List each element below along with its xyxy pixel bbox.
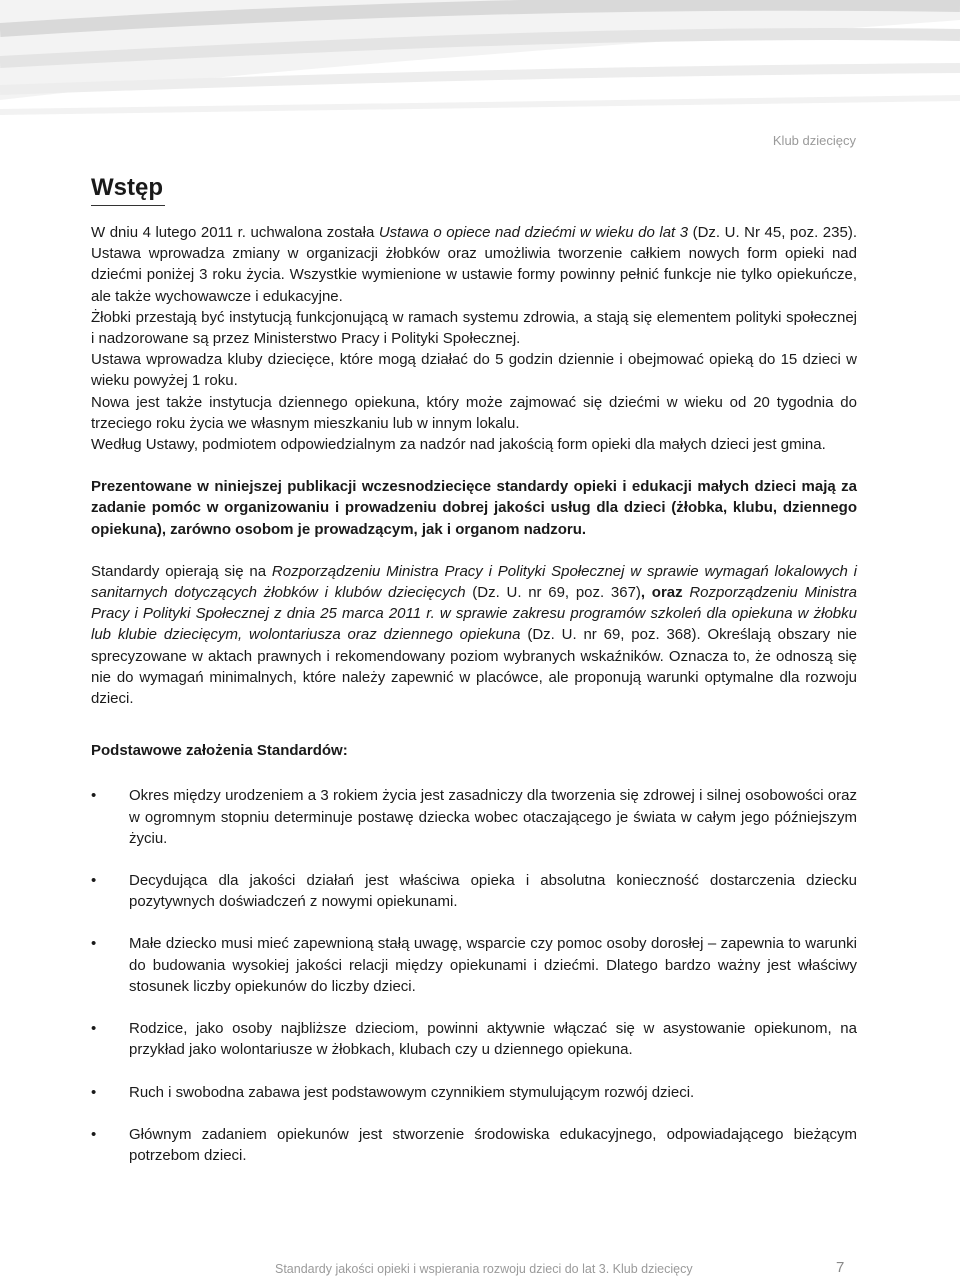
bullet-item <box>91 1124 857 1166</box>
bullet-text: Ruch i swobodna zabawa jest podstawowym czynnikiem stymulującym rozwój dzieci. <box>129 1083 695 1101</box>
bullet-item <box>91 1018 857 1060</box>
intro-paragraph <box>91 307 857 349</box>
header-section-label: Klub dziecięcy <box>772 133 856 148</box>
intro-paragraphs <box>91 222 857 455</box>
bullet-text: Małe dziecko musi mieć zapewnioną stałą uwagę, wsparcie czy pomoc osoby dorosłej – zapewnia to warunki do budowania wysokiej jakości relacji między opiekunami i dziećmi. Dlatego bardzo ważny jest właściwy stosunek liczby opiekunów do liczby dzieci. <box>129 935 857 995</box>
text-run: Nowa jest także instytucja dziennego opiekuna, który może zajmować się dziećmi w wieku od 20 tygodnia do trzeciego roku życia we własnym mieszkaniu lub w innym lokalu. <box>91 393 857 432</box>
bullet-dot-icon: • <box>91 872 97 890</box>
intro-paragraph <box>91 392 857 434</box>
bullet-text: Głównym zadaniem opiekunów jest stworzenie środowiska edukacyjnego, odpowiadającego bieżącym potrzebom dzieci. <box>129 1125 857 1164</box>
page-title: Wstęp <box>91 174 163 201</box>
bullet-text: Okres między urodzeniem a 3 rokiem życia jest zasadniczy dla tworzenia się zdrowej i silnej osobowości oraz w ogromnym stopniu determinuje postawę dziecka wobec otaczającego je świata w całym jego późniejszym życiu. <box>129 787 857 847</box>
text-run: Żłobki przestają być instytucją funkcjonującą w ramach systemu zdrowia, a stają się elementem polityki społecznej i nadzorowane są przez Ministerstwo Pracy i Polityki Społecznej. <box>91 308 857 348</box>
text-run: , oraz <box>640 584 690 602</box>
page-number: 7 <box>836 1259 845 1276</box>
text-run: W dniu 4 lutego 2011 r. uchwalona została <box>91 224 379 241</box>
title-block <box>91 173 165 206</box>
bullet-dot-icon: • <box>91 1125 97 1143</box>
text-run: Standardy opierają się na <box>91 562 272 580</box>
text-run: Według Ustawy, podmiotem odpowiedzialnym za nadzór nad jakością form opieki dla małych dzieci jest gmina. <box>91 436 826 454</box>
bullet-text: Rodzice, jako osoby najbliższe dzieciom, powinni aktywnie włączać się w asystowanie opiekunom, na przykład jako wolontariusze w żłobkach, klubach czy u dziennego opiekuna. <box>129 1020 857 1059</box>
text-run: Rozporządzeniu Ministra Pracy i Polityki Społecznej w sprawie wymagań lokalowych i sanitarnych dotyczących żłobków i klubów dziecięcych <box>91 562 857 602</box>
intro-paragraph <box>91 434 857 455</box>
bullet-dot-icon: • <box>91 787 97 805</box>
bullet-dot-icon: • <box>91 1083 97 1101</box>
bullet-item <box>91 870 857 912</box>
bullet-item <box>91 1082 857 1103</box>
title-underline <box>91 205 165 206</box>
bullet-text: Decydująca dla jakości działań jest właściwa opieka i absolutna konieczność dostarczenia dziecku pozytywnych doświadczeń z nowymi opiekunami. <box>129 872 857 911</box>
text-run: Ustawa wprowadza kluby dziecięce, które mogą działać do 5 godzin dziennie i obejmować opieką do 15 dzieci w wieku powyżej 1 roku. <box>91 351 857 390</box>
bold-summary-paragraph: Prezentowane w niniejszej publikacji wczesnodziecięce standardy opieki i edukacji małych dzieci mają za zadanie pomóc w organizowaniu i prowadzeniu dobrej jakości usług dla dzieci (żłobka, klubu, dziennego opiekuna), zarówno osobom je prowadzącym, jak i organom nadzoru. <box>91 478 857 538</box>
standards-paragraph <box>91 561 857 709</box>
text-run: Rozporządzeniu Ministra Pracy i Polityki Społecznej z dnia 25 marca 2011 r. w sprawie zakresu programów szkoleń dla opiekuna w żłobku lub klubie dziecięcym, wolontariusza oraz dziennego opiekuna <box>91 584 857 644</box>
footer-text: Standardy jakości opieki i wspierania rozwoju dzieci do lat 3. Klub dziecięcy <box>275 1262 693 1276</box>
bullet-item <box>91 785 857 849</box>
bullet-dot-icon: • <box>91 1020 97 1038</box>
subheading: Podstawowe założenia Standardów: <box>91 742 348 760</box>
text-run: (Dz. U. Nr 45, poz. 235). Ustawa wprowadza zmiany w organizacji żłobków oraz umożliwia tworzenie całkiem nowych form opieki nad dziećmi poniżej 3 roku życia. Wszystkie wymienione w ustawie formy powinny pełnić funkcje nie tylko opiekuńcze, ale także wychowawcze i edukacyjne. <box>91 224 857 305</box>
text-run: (Dz. U. nr 69, poz. 368). Określają obszary nie sprecyzowane w aktach prawnych i rekomendowany poziom wybranych wskaźników. Oznacza to, że odnoszą się nie do wymagań minimalnych, które należy zapewnić w placówce, ale proponują warunki optymalne dla rozwoju dzieci. <box>91 626 857 708</box>
bullet-list <box>91 785 857 1166</box>
text-run: (Dz. U. nr 69, poz. 367) <box>465 584 641 602</box>
bullet-item <box>91 933 857 997</box>
text-run: Ustawa o opiece nad dziećmi w wieku do lat 3 <box>378 224 689 241</box>
header-swoosh-decoration <box>0 0 960 130</box>
bullet-dot-icon: • <box>91 935 97 953</box>
document-body <box>91 222 857 1187</box>
intro-paragraph <box>91 222 857 307</box>
intro-paragraph <box>91 349 857 391</box>
